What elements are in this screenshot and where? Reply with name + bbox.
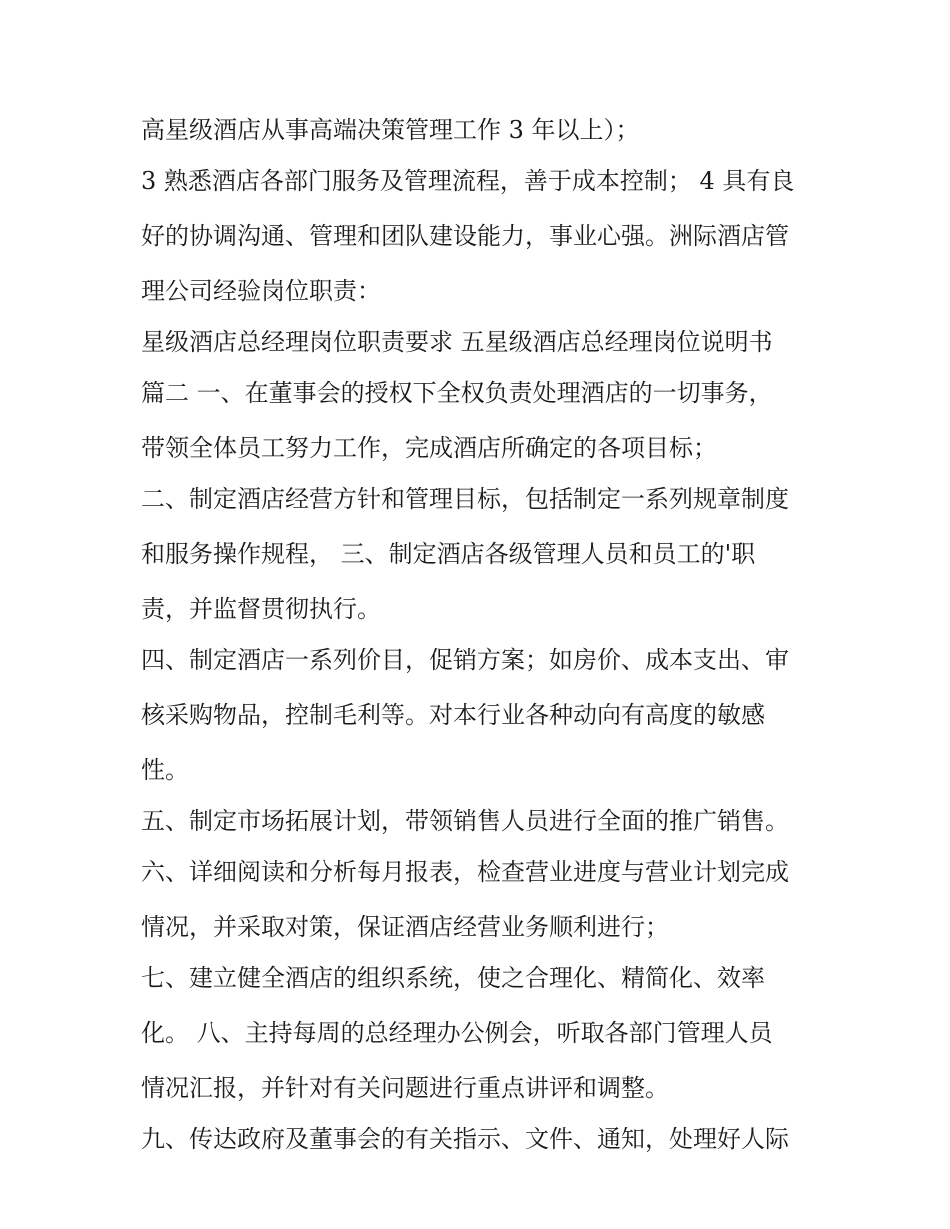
text-line: 七、建立健全酒店的组织系统，使之合理化、精简化、效率 xyxy=(141,964,765,992)
document-body xyxy=(141,112,821,1157)
text-line: 化。 八、主持每周的总经理办公例会，听取各部门管理人员 xyxy=(141,1019,773,1047)
text-line: 和服务操作规程， 三、制定酒店各级管理人员和员工的'职 xyxy=(141,540,756,568)
text-line: 理公司经验岗位职责： xyxy=(141,277,381,305)
text-line: 核采购物品，控制毛利等。对本行业各种动向有高度的敏感 xyxy=(141,701,765,729)
text-line: 3 熟悉酒店各部门服务及管理流程，善于成本控制； 4 具有良 xyxy=(141,167,795,195)
text-line: 高星级酒店从事高端决策管理工作 3 年以上）； xyxy=(141,116,640,144)
text-line: 五、制定市场拓展计划，带领销售人员进行全面的推广销售。 xyxy=(141,807,789,835)
text-line: 性。 xyxy=(141,756,189,784)
text-line: 篇二 一、在董事会的授权下全权负责处理酒店的一切事务， xyxy=(141,379,773,407)
text-line: 四、制定酒店一系列价目，促销方案；如房价、成本支出、审 xyxy=(141,646,789,674)
text-line: 好的协调沟通、管理和团队建设能力，事业心强。洲际酒店管 xyxy=(141,222,789,250)
text-line: 情况汇报，并针对有关问题进行重点讲评和调整。 xyxy=(141,1074,669,1102)
text-line: 九、传达政府及董事会的有关指示、文件、通知，处理好人际 xyxy=(141,1125,789,1153)
text-line: 情况，并采取对策，保证酒店经营业务顺利进行； xyxy=(141,913,669,941)
text-line: 六、详细阅读和分析每月报表，检查营业进度与营业计划完成 xyxy=(141,858,789,886)
text-line: 带领全体员工努力工作，完成酒店所确定的各项目标； xyxy=(141,434,717,462)
text-line: 责，并监督贯彻执行。 xyxy=(141,595,381,623)
text-line: 星级酒店总经理岗位职责要求 五星级酒店总经理岗位说明书 xyxy=(141,328,773,356)
text-line: 二、制定酒店经营方针和管理目标，包括制定一系列规章制度 xyxy=(141,485,789,513)
